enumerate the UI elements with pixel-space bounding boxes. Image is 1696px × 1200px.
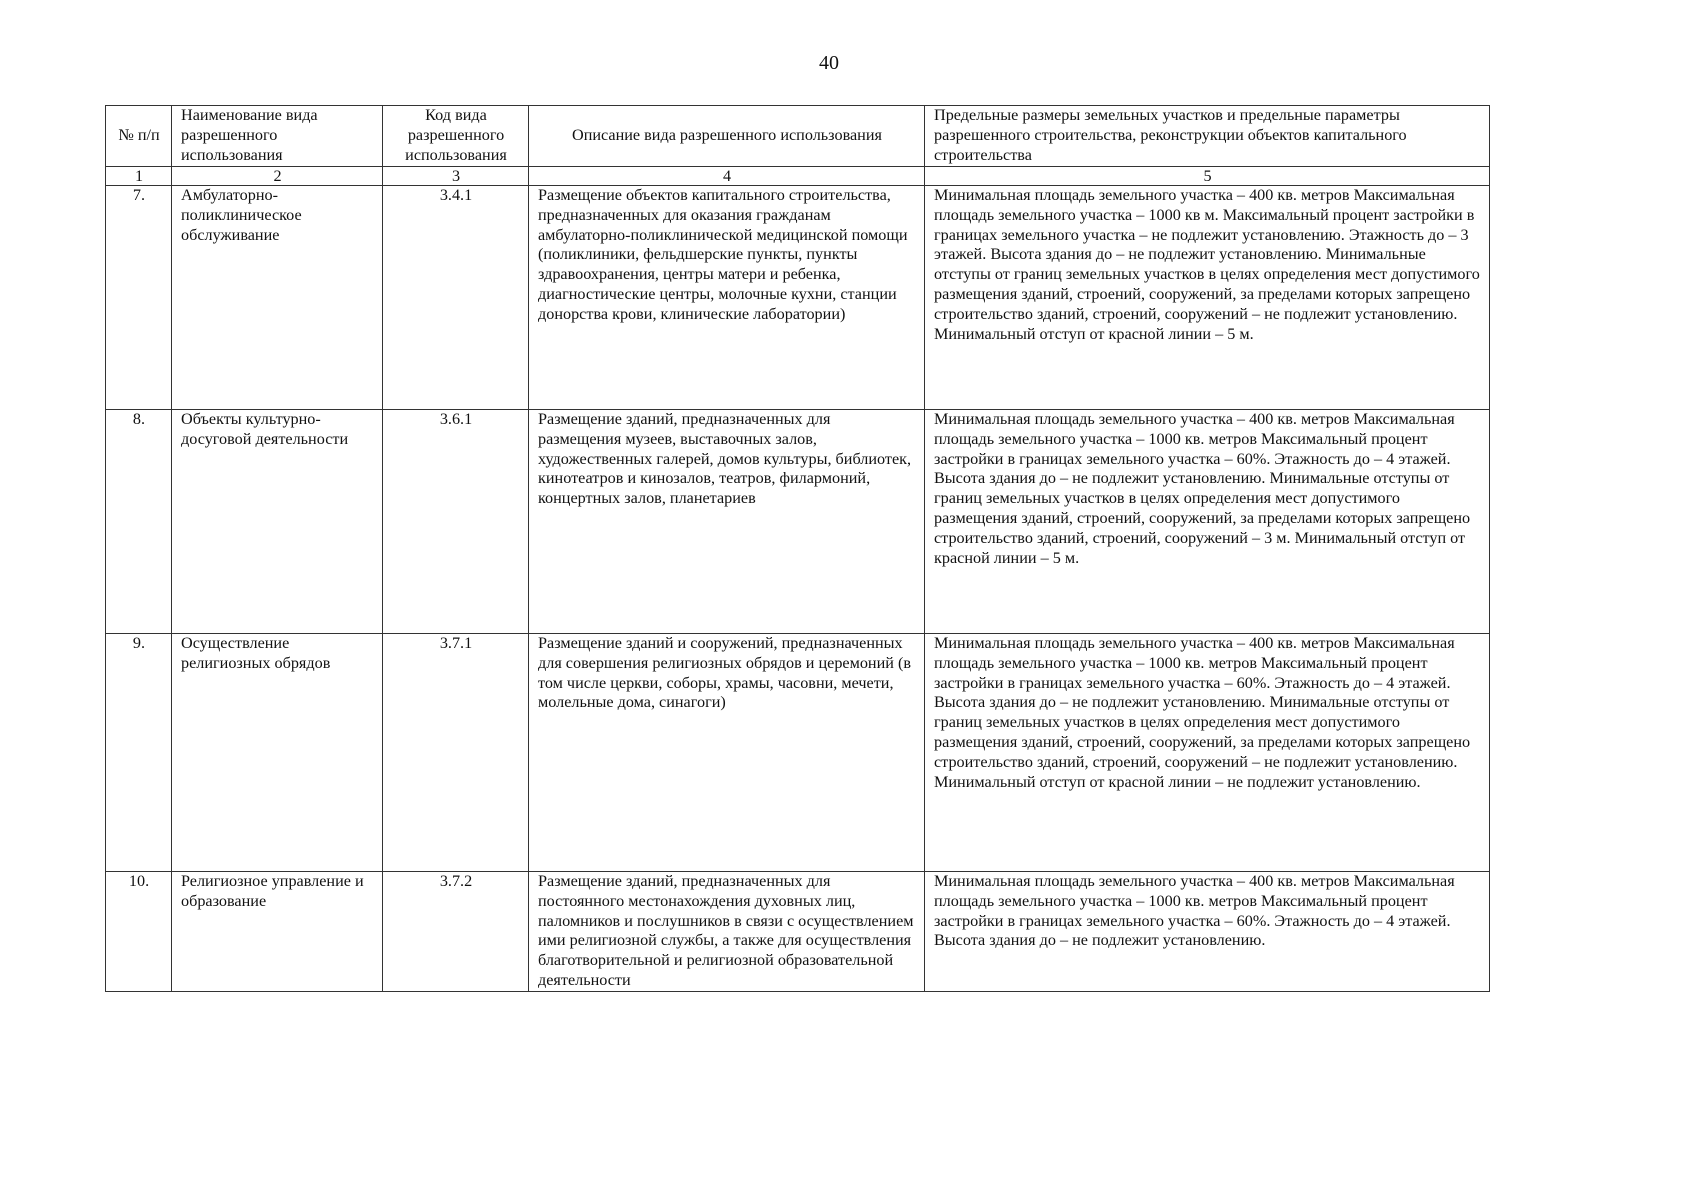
use-name: Осуществление религиозных обрядов xyxy=(172,634,383,872)
column-number-row xyxy=(106,167,1490,186)
use-description: Размещение зданий, предназначенных для размещения музеев, выставочных залов, художественных галерей, домов культуры, библиотек, кинотеатров и кинозалов, театров, филармоний, концертных залов, планетариев xyxy=(529,410,925,634)
use-code: 3.6.1 xyxy=(383,410,529,634)
table-row xyxy=(106,872,1490,992)
use-name: Объекты культурно-досуговой деятельности xyxy=(172,410,383,634)
use-parameters: Минимальная площадь земельного участка – 400 кв. метров Максимальная площадь земельного участка – 1000 кв м. Максимальный процент застройки в границах земельного участка – не подлежит установлению. Этажность до – 3 этажей. Высота здания до – не подлежит установлению. Минимальные отступы от границ земельных участков в целях определения мест допустимого размещения зданий, строений, сооружений, за пределами которых запрещено строительство зданий, строений, сооружений – не подлежит установлению. Минимальный отступ от красной линии – 5 м. xyxy=(925,186,1490,410)
column-number: 5 xyxy=(925,167,1490,186)
table-row xyxy=(106,410,1490,634)
use-code: 3.7.1 xyxy=(383,634,529,872)
table-row xyxy=(106,186,1490,410)
header-num: № п/п xyxy=(106,106,172,167)
page-number: 40 xyxy=(819,52,839,74)
use-name: Амбулаторно-поликлиническое обслуживание xyxy=(172,186,383,410)
use-description: Размещение объектов капитального строительства, предназначенных для оказания гражданам амбулаторно-поликлинической медицинской помощи (поликлиники, фельдшерские пункты, пункты здравоохранения, центры матери и ребенка, диагностические центры, молочные кухни, станции донорства крови, клинические лаборатории) xyxy=(529,186,925,410)
use-parameters: Минимальная площадь земельного участка – 400 кв. метров Максимальная площадь земельного участка – 1000 кв. метров Максимальный процент застройки в границах земельного участка – 60%. Этажность до – 4 этажей. Высота здания до – не подлежит установлению. Минимальные отступы от границ земельных участков в целях определения мест допустимого размещения зданий, строений, сооружений, за пределами которых запрещено строительство зданий, строений, сооружений – не подлежит установлению. Минимальный отступ от красной линии – не подлежит установлению. xyxy=(925,634,1490,872)
column-number: 3 xyxy=(383,167,529,186)
row-number: 8. xyxy=(106,410,172,634)
header-name: Наименование вида разрешенного использования xyxy=(172,106,383,167)
column-number: 2 xyxy=(172,167,383,186)
header-code: Код вида разрешенного использования xyxy=(383,106,529,167)
use-parameters: Минимальная площадь земельного участка – 400 кв. метров Максимальная площадь земельного участка – 1000 кв. метров Максимальный процент застройки в границах земельного участка – 60%. Этажность до – 4 этажей. Высота здания до – не подлежит установлению. xyxy=(925,872,1490,992)
use-name: Религиозное управление и образование xyxy=(172,872,383,992)
use-code: 3.4.1 xyxy=(383,186,529,410)
use-code: 3.7.2 xyxy=(383,872,529,992)
row-number: 9. xyxy=(106,634,172,872)
use-description: Размещение зданий и сооружений, предназначенных для совершения религиозных обрядов и церемоний (в том числе церкви, соборы, храмы, часовни, мечети, молельные дома, синагоги) xyxy=(529,634,925,872)
table-row xyxy=(106,634,1490,872)
header-params: Предельные размеры земельных участков и предельные параметры разрешенного строительства, реконструкции объектов капитального строительства xyxy=(925,106,1490,167)
header-description: Описание вида разрешенного использования xyxy=(529,106,925,167)
use-description: Размещение зданий, предназначенных для постоянного местонахождения духовных лиц, паломников и послушников в связи с осуществлением ими религиозной службы, а также для осуществления благотворительной и религиозной образовательной деятельности xyxy=(529,872,925,992)
row-number: 7. xyxy=(106,186,172,410)
column-number: 1 xyxy=(106,167,172,186)
row-number: 10. xyxy=(106,872,172,992)
header-row xyxy=(106,106,1490,167)
column-number: 4 xyxy=(529,167,925,186)
use-parameters: Минимальная площадь земельного участка – 400 кв. метров Максимальная площадь земельного участка – 1000 кв. метров Максимальный процент застройки в границах земельного участка – 60%. Этажность до – 4 этажей. Высота здания до – не подлежит установлению. Минимальные отступы от границ земельных участков в целях определения мест допустимого размещения зданий, строений, сооружений, за пределами которых запрещено строительство зданий, строений, сооружений – 3 м. Минимальный отступ от красной линии – 5 м. xyxy=(925,410,1490,634)
land-use-table xyxy=(105,105,1490,992)
